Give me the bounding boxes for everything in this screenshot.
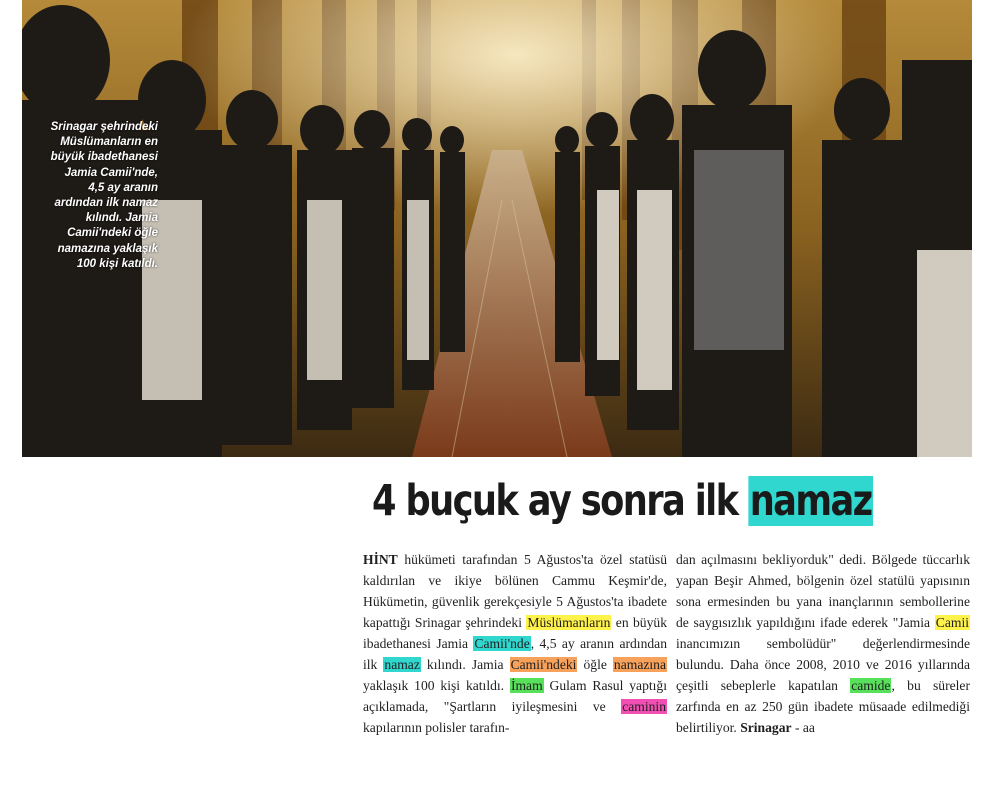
article-text: öğle xyxy=(577,657,613,672)
headline xyxy=(372,472,873,534)
article-text: Gulam Rasul yaptığı açıklamada, "Şartların iyileşmesini ve xyxy=(363,678,667,714)
highlighted-word: Müslümanların xyxy=(527,615,611,630)
lead-word: HİNT xyxy=(363,552,398,567)
article-text: dan açılmasını bekliyorduk" dedi. Bölgede tüccarlık yapan Beşir Ahmed, bölgenin özel statülü yapısının sona ermesinden bu yana inançlarının sembollerine de saygısızlık yapıldığını ifade ederek "Jamia xyxy=(676,552,970,630)
article-column-1 xyxy=(363,549,667,738)
article-text: , 4,5 ay aranın ardından ilk xyxy=(363,636,667,672)
headline-highlight: namaz xyxy=(749,476,872,526)
article-column-2 xyxy=(676,549,970,738)
source-credit: Srinagar xyxy=(740,720,792,735)
article-text: yaklaşık 100 kişi katıldı. xyxy=(363,678,510,693)
mosque-prayer-image xyxy=(22,0,972,457)
article-text: hükümeti tarafından 5 Ağustos'ta özel statüsü kaldırılan ve ikiye bölünen Cammu Keşmir'de, Hükümetin, güvenlik gerekçesiyle 5 Ağustos'ta ibadete kapattığı Srinagar şehrindeki xyxy=(363,552,667,630)
article-text: , bu süreler zarfında en az 250 gün ibadete müsaade edilmediği belirtiliyor. xyxy=(676,678,970,735)
highlighted-word: Camii xyxy=(935,615,969,630)
article-text: - aa xyxy=(791,720,815,735)
article-text: en büyük ibadethanesi Jamia xyxy=(363,615,667,651)
article-text: kapılarının polisler tarafın- xyxy=(363,720,510,735)
photo-caption: Srinagar şehrindeki Müslümanların en büyük ibadethanesi Jamia Camii'nde, 4,5 ay aranın ardından ilk namaz kılındı. Jamia Camii'ndeki öğle namazına yaklaşık 100 kişi katıldı. xyxy=(50,121,158,270)
article-text: inancımızın sembolüdür" değerlendirmesinde bulundu. Daha önce 2008, 2010 ve 2016 yıllarında çeşitli sebeplerle kapatılan xyxy=(676,636,970,693)
highlighted-word: caminin xyxy=(622,699,666,714)
article-text: kılındı. Jamia xyxy=(420,657,510,672)
highlighted-word: Camii'nde xyxy=(474,636,530,651)
article-paragraph-2 xyxy=(676,549,970,738)
highlighted-word: namaz xyxy=(384,657,420,672)
highlighted-word: camide xyxy=(851,678,891,693)
news-photo xyxy=(22,0,972,457)
highlighted-word: namazına xyxy=(613,657,667,672)
highlighted-word: Camii'ndeki xyxy=(510,657,577,672)
headline-text: 4 buçuk ay sonra ilk xyxy=(372,476,749,526)
article-paragraph-1 xyxy=(363,549,667,738)
highlighted-word: İmam xyxy=(510,678,543,693)
